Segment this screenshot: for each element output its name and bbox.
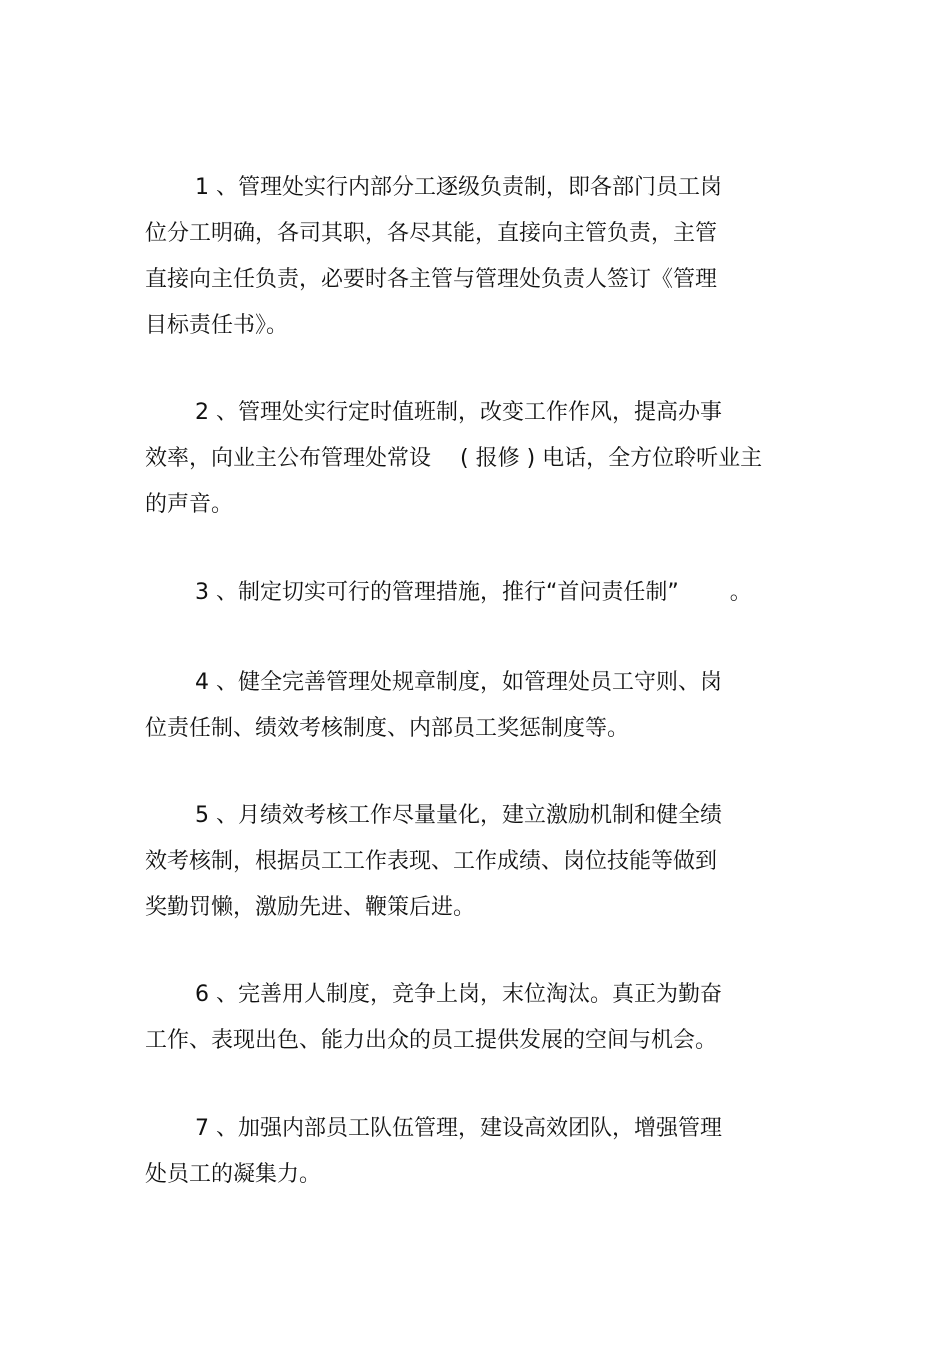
paragraph-line: 效考核制，根据员工工作表现、工作成绩、岗位技能等做到	[145, 849, 718, 874]
paragraph-line: 1 、管理处实行内部分工逐级负责制，即各部门员工岗	[195, 175, 722, 200]
paragraph-line: 3 、制定切实可行的管理措施，推行“首问责任制” 。	[195, 580, 752, 605]
paragraph-line: 直接向主任负责，必要时各主管与管理处负责人签订《管理	[145, 267, 718, 292]
paragraph-line: 处员工的凝集力。	[145, 1162, 322, 1187]
paragraph-1	[145, 165, 805, 349]
paragraph-line: 位分工明确，各司其职，各尽其能，直接向主管负责，主管	[145, 221, 718, 246]
paragraph-line: 4 、健全完善管理处规章制度，如管理处员工守则、岗	[195, 670, 722, 695]
paragraph-4	[145, 660, 805, 752]
paragraph-3	[145, 570, 805, 616]
paragraph-line: 5 、月绩效考核工作尽量量化，建立激励机制和健全绩	[195, 803, 722, 828]
paragraph-6	[145, 972, 805, 1064]
paragraph-2	[145, 390, 805, 528]
paragraph-line: 2 、管理处实行定时值班制，改变工作作风，提高办事	[195, 400, 722, 425]
paragraph-line: 位责任制、绩效考核制度、内部员工奖惩制度等。	[145, 716, 630, 741]
paragraph-line: 奖勤罚懒，激励先进、鞭策后进。	[145, 895, 476, 920]
paragraph-line: 的声音。	[145, 492, 234, 517]
paragraph-line: 6 、完善用人制度，竞争上岗，末位淘汰。真正为勤奋	[195, 982, 722, 1007]
paragraph-5	[145, 793, 805, 931]
paragraph-line: 工作、表现出色、能力出众的员工提供发展的空间与机会。	[145, 1028, 718, 1053]
paragraph-line: 效率，向业主公布管理处常设 ( 报修 ) 电话，全方位聆听业主	[145, 446, 763, 471]
paragraph-7	[145, 1106, 805, 1198]
paragraph-line: 目标责任书》。	[145, 313, 289, 338]
paragraph-line: 7 、加强内部员工队伍管理，建设高效团队，增强管理	[195, 1116, 722, 1141]
